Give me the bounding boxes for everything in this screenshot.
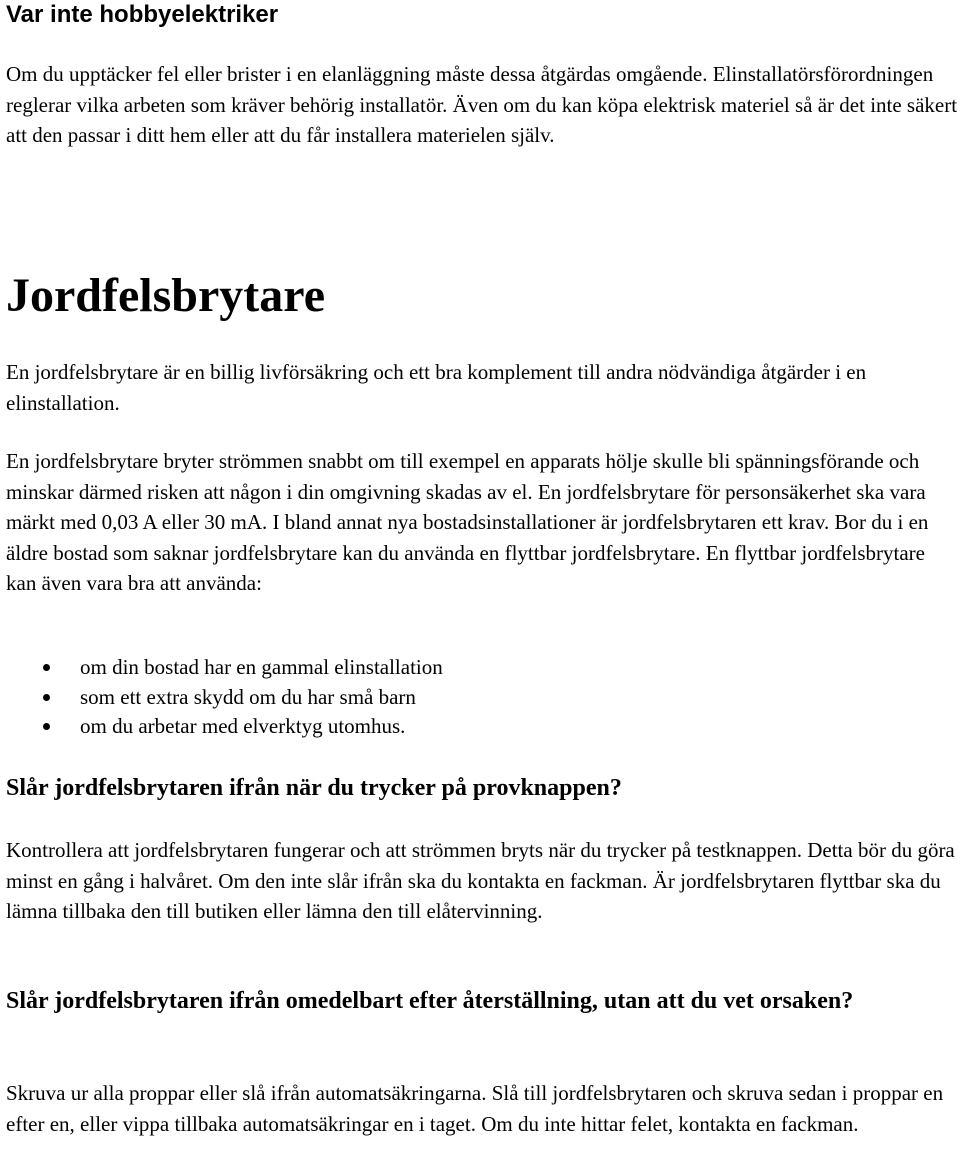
bullet-icon: [43, 723, 50, 730]
intro-paragraph: Om du upptäcker fel eller brister i en elanläggning måste dessa åtgärdas omgående. Elinstallatörsförordningen reglerar vilka arbeten som kräver behörig installatör. Även om du kan köpa elektrisk materiel så är det inte säkert att den passar i ditt hem eller att du får installera materielen själv.: [6, 62, 958, 147]
list-item-text: om du arbetar med elverktyg utomhus.: [80, 714, 406, 738]
paragraph-skruva-ur: Skruva ur alla proppar eller slå ifrån automatsäkringarna. Slå till jordfelsbrytaren och skruva sedan i proppar en efter en, eller vippa tillbaka automatsäkringar en i taget. Om du inte hittar felet, kontakta en fackman.: [6, 1081, 944, 1136]
bullet-icon: [43, 664, 50, 671]
bullet-icon: [43, 694, 50, 701]
paragraph-livforsakring: En jordfelsbrytare är en billig livförsäkring och ett bra komplement till andra nödvändiga åtgärder i en elinstallation.: [6, 360, 867, 415]
paragraph-bryter-strommen: En jordfelsbrytare bryter strömmen snabbt om till exempel en apparats hölje skulle bli spänningsförande och minskar därmed risken att någon i din omgivning skadas av el. En jordfelsbrytare för personsäkerhet ska vara märkt med 0,03 A eller 30 mA. I bland annat nya bostadsinstallationer är jordfelsbrytaren ett krav. Bor du i en äldre bostad som saknar jordfelsbrytare kan du använda en flyttbar jordfelsbrytare. En flyttbar jordfelsbrytare kan även vara bra att använda:: [6, 449, 929, 595]
subheading-provknappen: Slår jordfelsbrytaren ifrån när du trycker på provknappen?: [6, 775, 622, 801]
list-item-text: som ett extra skydd om du har små barn: [80, 684, 416, 709]
page-title: Jordfelsbrytare: [6, 269, 326, 322]
subheading-aterstallning: Slår jordfelsbrytaren ifrån omedelbart efter återställning, utan att du vet orsaken?: [6, 988, 854, 1014]
bullet-list: [6, 653, 443, 742]
section-heading-hobbyelektriker: Var inte hobbyelektriker: [6, 1, 279, 28]
list-item: [6, 712, 443, 742]
list-item: [6, 653, 443, 683]
list-item: [6, 683, 443, 713]
paragraph-kontrollera: Kontrollera att jordfelsbrytaren fungerar och att strömmen bryts när du trycker på testknappen. Detta bör du göra minst en gång i halvåret. Om den inte slår ifrån ska du kontakta en fackman. Är jordfelsbrytaren flyttbar ska du lämna tillbaka den till butiken eller lämna den till elåtervinning.: [6, 838, 955, 923]
list-item-text: om din bostad har en gammal elinstallation: [80, 655, 443, 679]
